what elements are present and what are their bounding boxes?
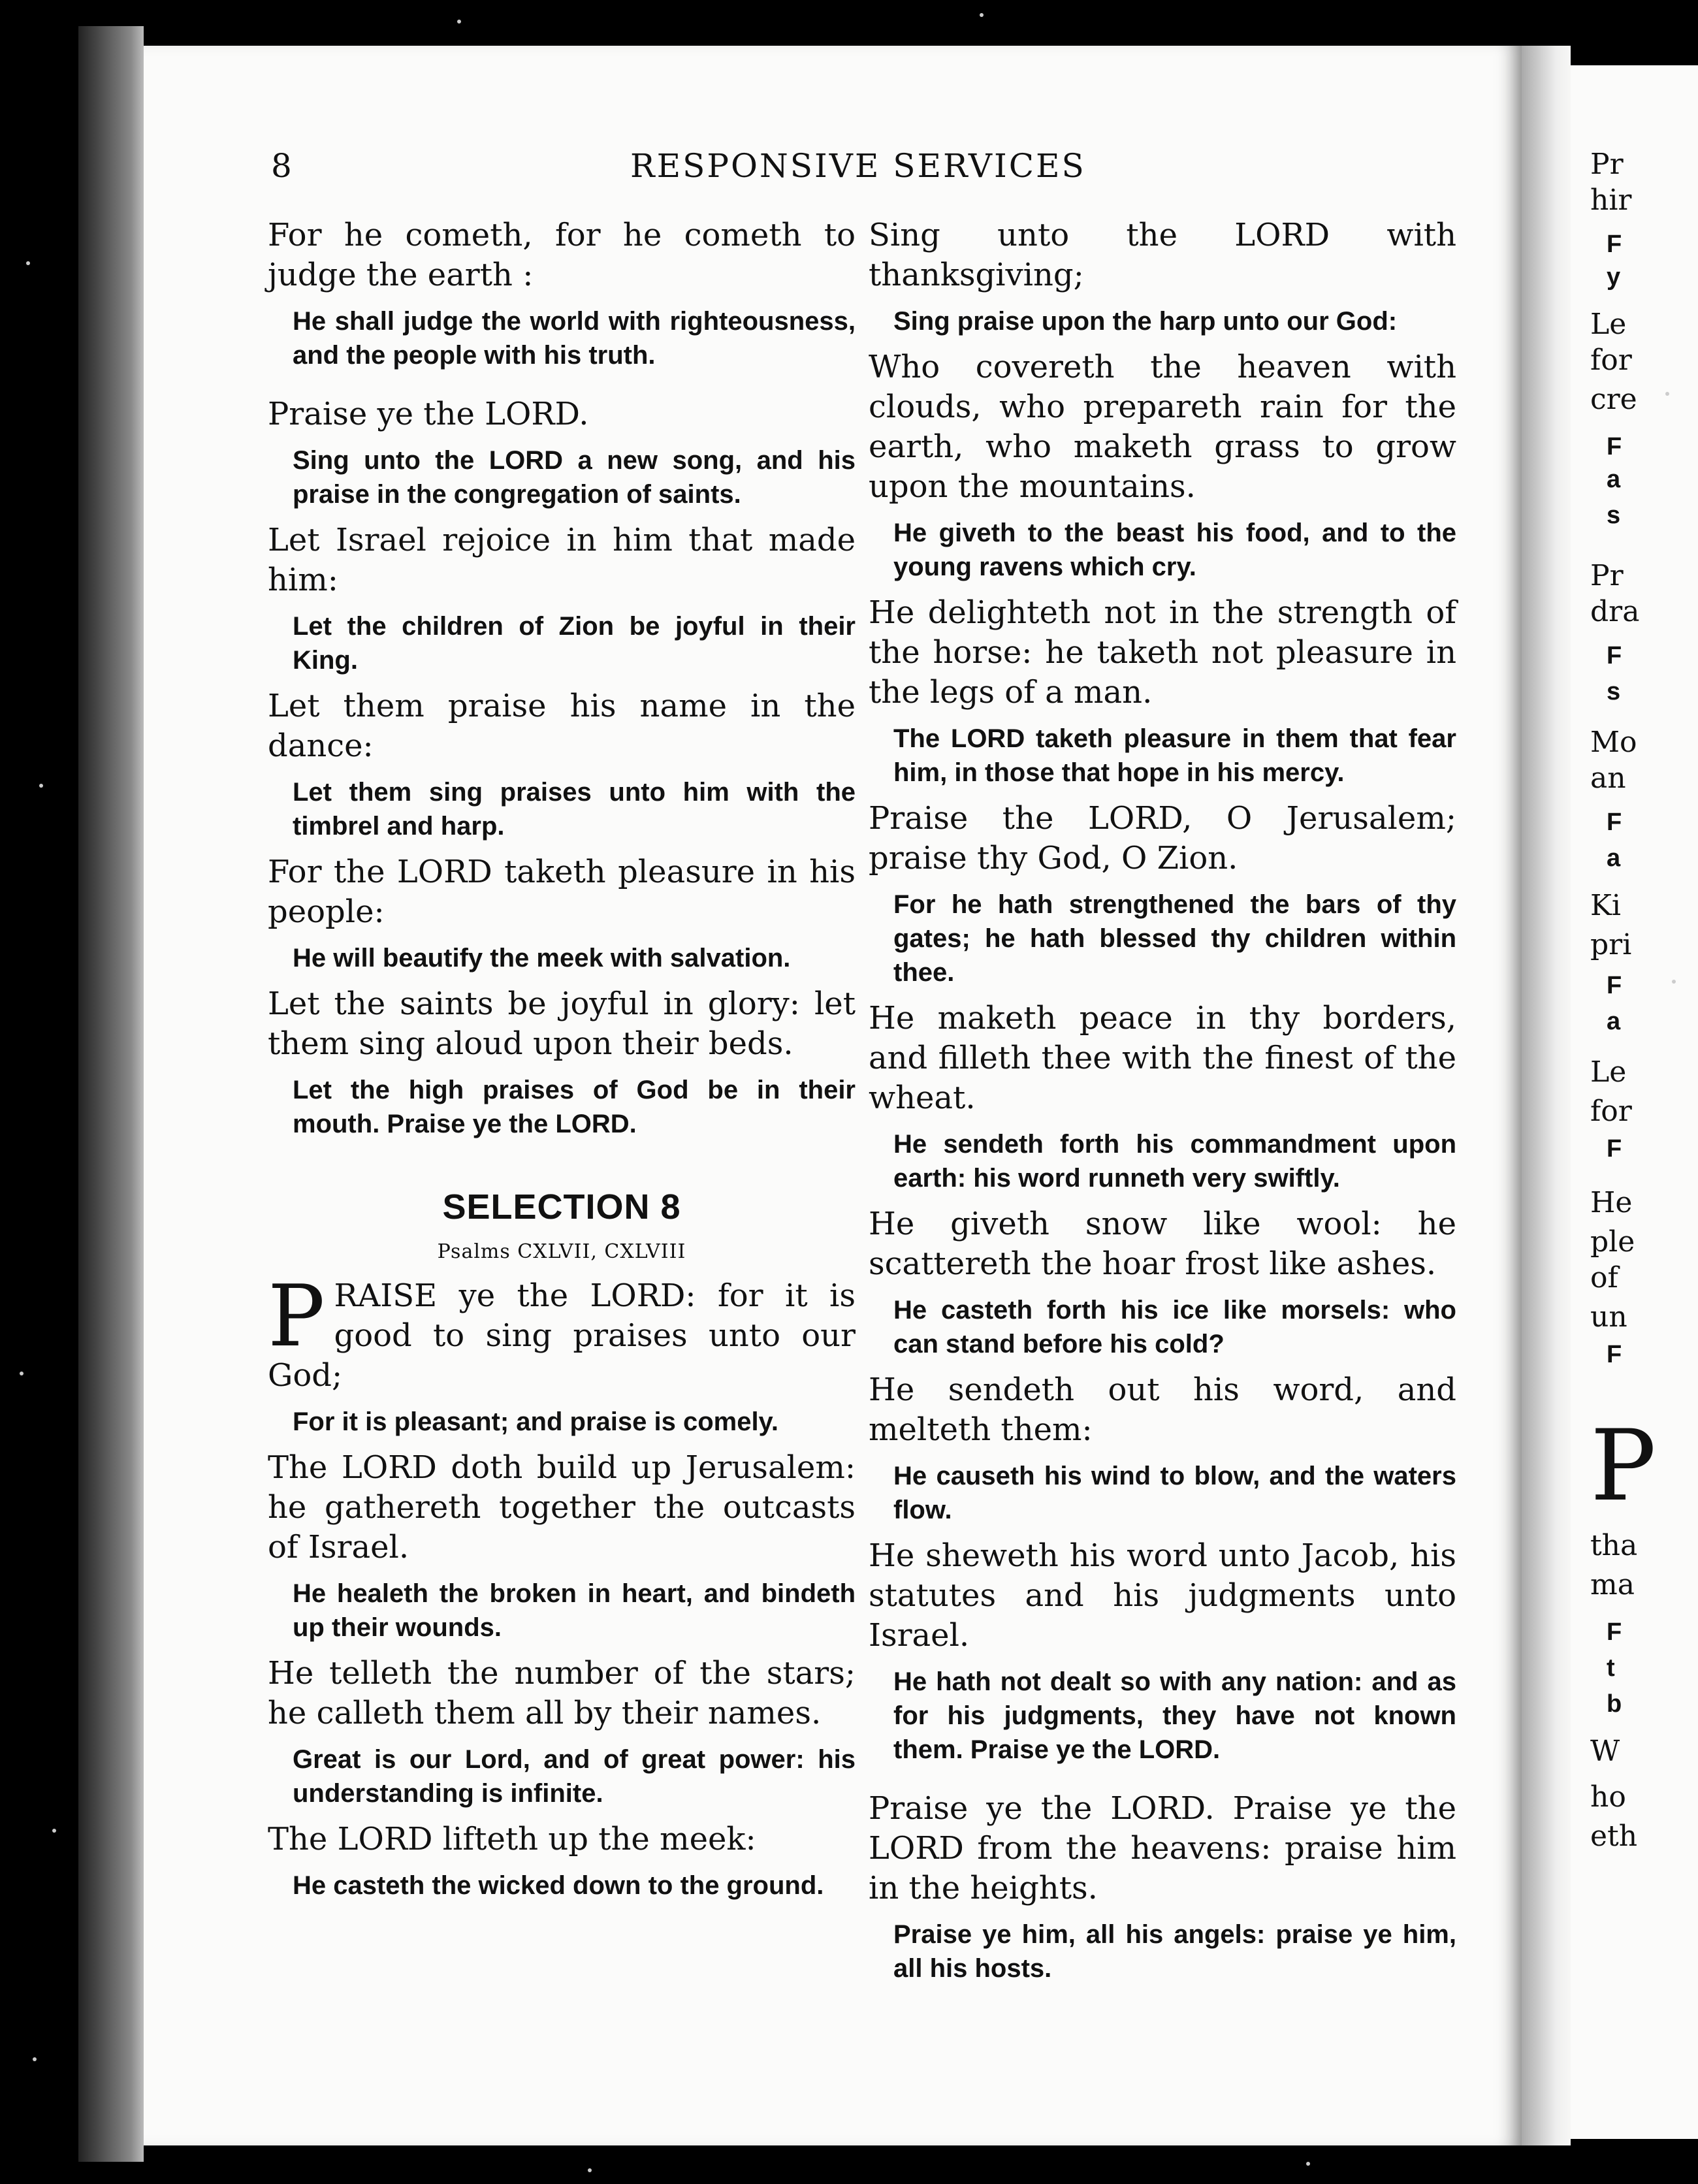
reader-verse: Let the saints be joyful in glory: let them sing aloud upon their beds. — [268, 986, 856, 1062]
reader-verse: Who covereth the heaven with clouds, who prepareth rain for the earth, who maketh grass to grow upon the mountains. — [869, 349, 1456, 505]
dust-speck — [980, 13, 984, 17]
facing-page-fragment: ple — [1590, 1225, 1635, 1259]
facing-page-fragment: dra — [1590, 595, 1640, 628]
facing-page-fragment: hir — [1590, 184, 1632, 217]
dust-speck — [26, 261, 30, 265]
congregation-response: Praise ye him, all his angels: praise ye him, all his hosts. — [893, 1920, 1456, 1983]
facing-page-fragment: un — [1590, 1300, 1627, 1334]
congregation-response: He will beautify the meek with salvation. — [293, 944, 791, 972]
congregation-response: The LORD taketh pleasure in them that fear him, in those that hope in his mercy. — [893, 724, 1456, 787]
facing-page-fragment: b — [1607, 1690, 1622, 1718]
facing-page-fragment: P — [1590, 1409, 1656, 1523]
congregation-response: He casteth the wicked down to the ground. — [293, 1871, 824, 1900]
facing-page-fragment: eth — [1590, 1820, 1638, 1853]
facing-page-fragment: for — [1590, 344, 1632, 377]
reader-verse: For the LORD taketh pleasure in his people: — [268, 854, 856, 930]
dust-speck — [1665, 392, 1669, 396]
congregation-response: He sendeth forth his commandment upon earth: his word runneth very swiftly. — [893, 1130, 1456, 1193]
facing-page-fragment: Mo — [1590, 726, 1637, 759]
congregation-response: Let the high praises of God be in their mouth. Praise ye the LORD. — [293, 1076, 856, 1138]
facing-page-fragment: ho — [1590, 1780, 1626, 1814]
facing-page-edge — [1571, 65, 1698, 2139]
dust-speck — [52, 1829, 56, 1833]
dust-speck — [1306, 2162, 1310, 2166]
congregation-response: Let them sing praises unto him with the timbrel and harp. — [293, 778, 856, 841]
congregation-response: He giveth to the beast his food, and to the young ravens which cry. — [893, 519, 1456, 581]
facing-page-fragment: F — [1607, 231, 1622, 258]
facing-page-fragment: W — [1590, 1735, 1620, 1768]
dust-speck — [33, 2057, 37, 2061]
facing-page-fragment: F — [1607, 642, 1622, 669]
reader-verse: For he cometh, for he cometh to judge the earth : — [268, 217, 856, 293]
facing-page-fragment: for — [1590, 1095, 1632, 1128]
selection-first-line — [268, 1266, 856, 1396]
reader-verse: Praise the LORD, O Jerusalem; praise thy God, O Zion. — [869, 800, 1456, 876]
facing-page-fragment: F — [1607, 433, 1622, 460]
selection-heading: SELECTION 8 — [442, 1187, 681, 1227]
reader-verse: He giveth snow like wool: he scattereth the hoar frost like ashes. — [869, 1206, 1456, 1282]
dust-speck — [39, 784, 43, 788]
dust-speck — [20, 1372, 24, 1375]
congregation-response: Sing praise upon the harp unto our God: — [893, 307, 1398, 336]
facing-page-fragment: of — [1590, 1261, 1618, 1294]
left-column — [268, 216, 856, 1912]
page-number: 8 — [271, 147, 292, 185]
congregation-response: For it is pleasant; and praise is comely. — [293, 1407, 778, 1436]
congregation-response: For he hath strengthened the bars of thy gates; he hath blessed thy children within thee. — [893, 890, 1456, 987]
facing-page-fragment: F — [1607, 809, 1622, 836]
congregation-response: He shall judge the world with righteousness, and the people with his truth. — [293, 307, 856, 370]
congregation-response: Great is our Lord, and of great power: his understanding is infinite. — [293, 1745, 856, 1808]
selection-block — [268, 1187, 856, 1396]
dust-speck — [1672, 980, 1676, 984]
facing-page-fragment: Le — [1590, 308, 1627, 341]
verse-gap — [268, 381, 856, 394]
reader-verse: Praise ye the LORD. Praise ye the LORD from the heavens: praise him in the heights. — [869, 1790, 1456, 1906]
scripture-reference: Psalms CXLVII, CXLVIII — [437, 1240, 686, 1263]
reader-verse: He delighteth not in the strength of the horse: he taketh not pleasure in the legs of a man. — [869, 594, 1456, 711]
reader-verse: Praise ye the LORD. — [268, 396, 589, 432]
facing-page-fragment: Pr — [1590, 148, 1624, 181]
reader-verse: He telleth the number of the stars; he calleth them all by their names. — [268, 1655, 856, 1731]
congregation-response: He hath not dealt so with any nation: and as for his judgments, they have not known them. Praise ye the LORD. — [893, 1667, 1456, 1764]
reader-verse: He sheweth his word unto Jacob, his statutes and his judgments unto Israel. — [869, 1537, 1456, 1654]
verse-gap — [869, 1776, 1456, 1789]
facing-page-fragment: t — [1607, 1654, 1615, 1682]
first-line-text: RAISE ye the LORD: for it is good to sing praises unto our God; — [268, 1277, 856, 1394]
facing-page-fragment: tha — [1590, 1529, 1638, 1562]
facing-page-fragment: cre — [1590, 383, 1637, 416]
facing-page-fragment: F — [1607, 1135, 1622, 1163]
facing-page-fragment: F — [1607, 1618, 1622, 1646]
facing-page-fragment: an — [1590, 762, 1626, 795]
drop-cap: P — [268, 1266, 325, 1366]
facing-page-fragment: a — [1607, 1008, 1621, 1035]
reader-verse: The LORD doth build up Jerusalem: he gathereth together the outcasts of Israel. — [268, 1449, 856, 1566]
facing-page-fragment: ma — [1590, 1568, 1635, 1601]
reader-verse: Let Israel rejoice in him that made him: — [268, 522, 856, 598]
facing-page-fragment: pri — [1590, 928, 1632, 961]
running-title: RESPONSIVE SERVICES — [630, 147, 1086, 185]
facing-page-fragment: Ki — [1590, 889, 1621, 922]
left-verses — [268, 216, 856, 1141]
congregation-response: Sing unto the LORD a new song, and his praise in the congregation of saints. — [293, 446, 856, 509]
facing-page-fragment: Pr — [1590, 559, 1624, 592]
congregation-response: He healeth the broken in heart, and bindeth up their wounds. — [293, 1579, 856, 1642]
facing-page-fragment: a — [1607, 466, 1621, 493]
congregation-response: He causeth his wind to blow, and the waters flow. — [893, 1462, 1456, 1524]
reader-verse: He sendeth out his word, and melteth them: — [869, 1372, 1456, 1448]
facing-page-fragment: s — [1607, 502, 1621, 529]
dust-speck — [588, 2168, 592, 2172]
reader-verse: Let them praise his name in the dance: — [268, 688, 856, 764]
reader-verse: The LORD lifteth up the meek: — [268, 1821, 756, 1857]
selection-verses — [268, 1405, 856, 1903]
facing-page-fragment: Le — [1590, 1055, 1627, 1089]
reader-verse: Sing unto the LORD with thanksgiving; — [869, 217, 1456, 293]
page-header — [271, 147, 1434, 186]
facing-page-fragment: s — [1607, 678, 1621, 705]
dust-speck — [457, 20, 461, 24]
facing-page-fragment: F — [1607, 1341, 1622, 1368]
book-spine — [78, 26, 144, 2162]
facing-page-fragment: He — [1590, 1186, 1633, 1219]
right-column — [869, 216, 1456, 1995]
congregation-response: Let the children of Zion be joyful in their King. — [293, 612, 856, 675]
reader-verse: He maketh peace in thy borders, and filleth thee with the finest of the wheat. — [869, 1000, 1456, 1116]
page-gutter — [1522, 46, 1571, 2145]
congregation-response: He casteth forth his ice like morsels: who can stand before his cold? — [893, 1296, 1456, 1358]
facing-page-fragment: y — [1607, 263, 1621, 291]
facing-page-fragment: F — [1607, 972, 1622, 999]
facing-page-fragment: a — [1607, 844, 1621, 872]
